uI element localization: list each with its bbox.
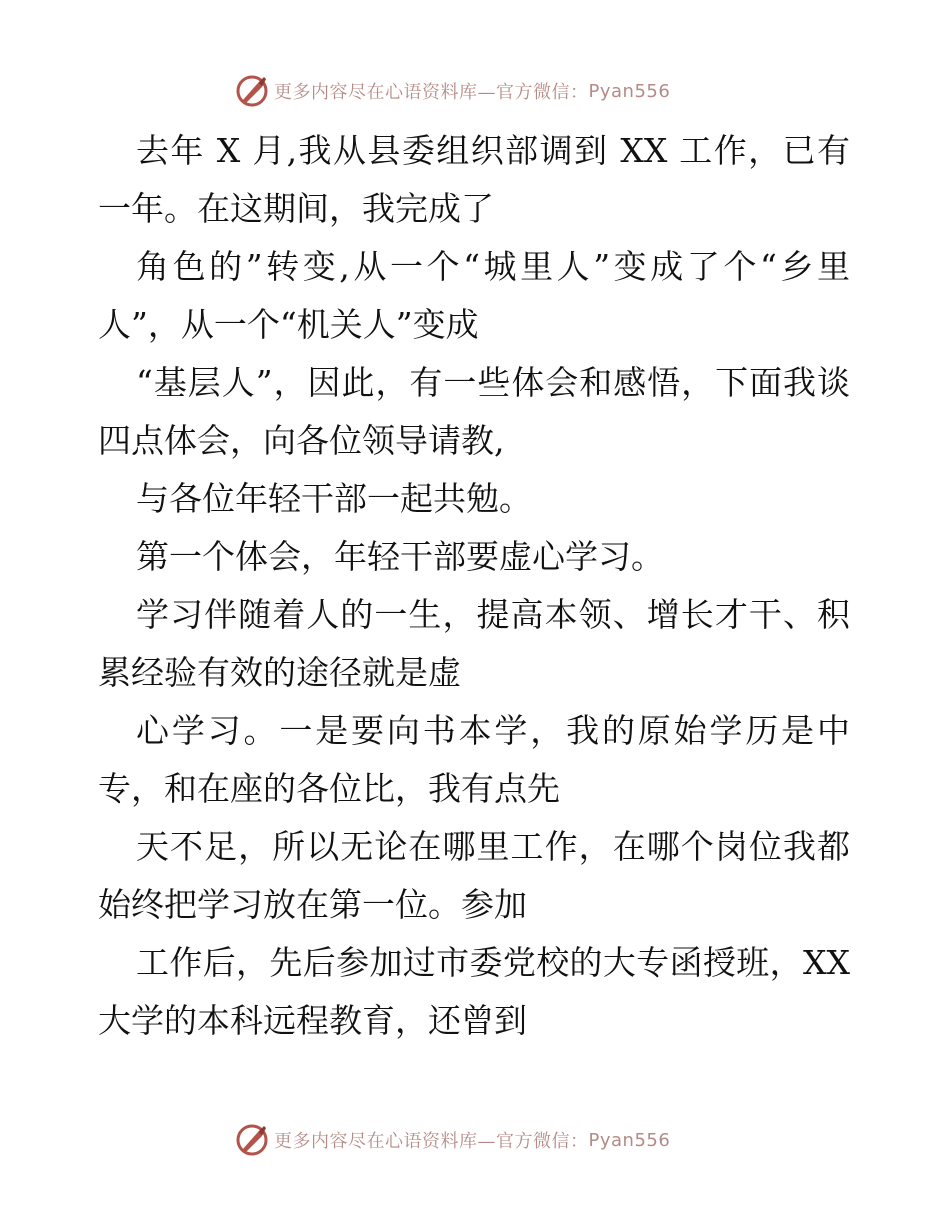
paragraph-1: 去年 X 月,我从县委组织部调到 XX 工作，已有一年。在这期间，我完成了 bbox=[98, 131, 850, 228]
watermark-text: 更多内容尽在心语资料库—官方微信： bbox=[274, 82, 589, 103]
paragraph-3: “基层人”，因此，有一些体会和感悟，下面我谈四点体会，向各位领导请教, bbox=[98, 363, 850, 460]
paragraph-5: 第一个体会，年轻干部要虚心学习。 bbox=[136, 537, 664, 576]
paragraph-7: 心学习。一是要向书本学，我的原始学历是中专，和在座的各位比，我有点先 bbox=[98, 711, 850, 808]
pen-logo-icon bbox=[234, 73, 270, 109]
paragraph-6: 学习伴随着人的一生，提高本领、增长才干、积累经验有效的途径就是虚 bbox=[98, 595, 850, 692]
document-body bbox=[98, 122, 850, 1050]
paragraph-4: 与各位年轻干部一起共勉。 bbox=[136, 479, 532, 518]
pen-logo-icon bbox=[234, 1122, 270, 1158]
paragraph-9: 工作后，先后参加过市委党校的大专函授班，XX 大学的本科远程教育，还曾到 bbox=[98, 943, 850, 1040]
paragraph-2: 角色的”转变,从一个“城里人”变成了个“乡里人”，从一个“机关人”变成 bbox=[98, 247, 850, 344]
watermark-text: 更多内容尽在心语资料库—官方微信： bbox=[274, 1131, 589, 1152]
watermark-wechat-id: Pyan556 bbox=[588, 1129, 671, 1151]
footer-watermark bbox=[234, 1120, 670, 1160]
header-watermark bbox=[234, 71, 670, 111]
paragraph-8: 天不足，所以无论在哪里工作，在哪个岗位我都始终把学习放在第一位。参加 bbox=[98, 827, 850, 924]
watermark-wechat-id: Pyan556 bbox=[588, 80, 671, 102]
